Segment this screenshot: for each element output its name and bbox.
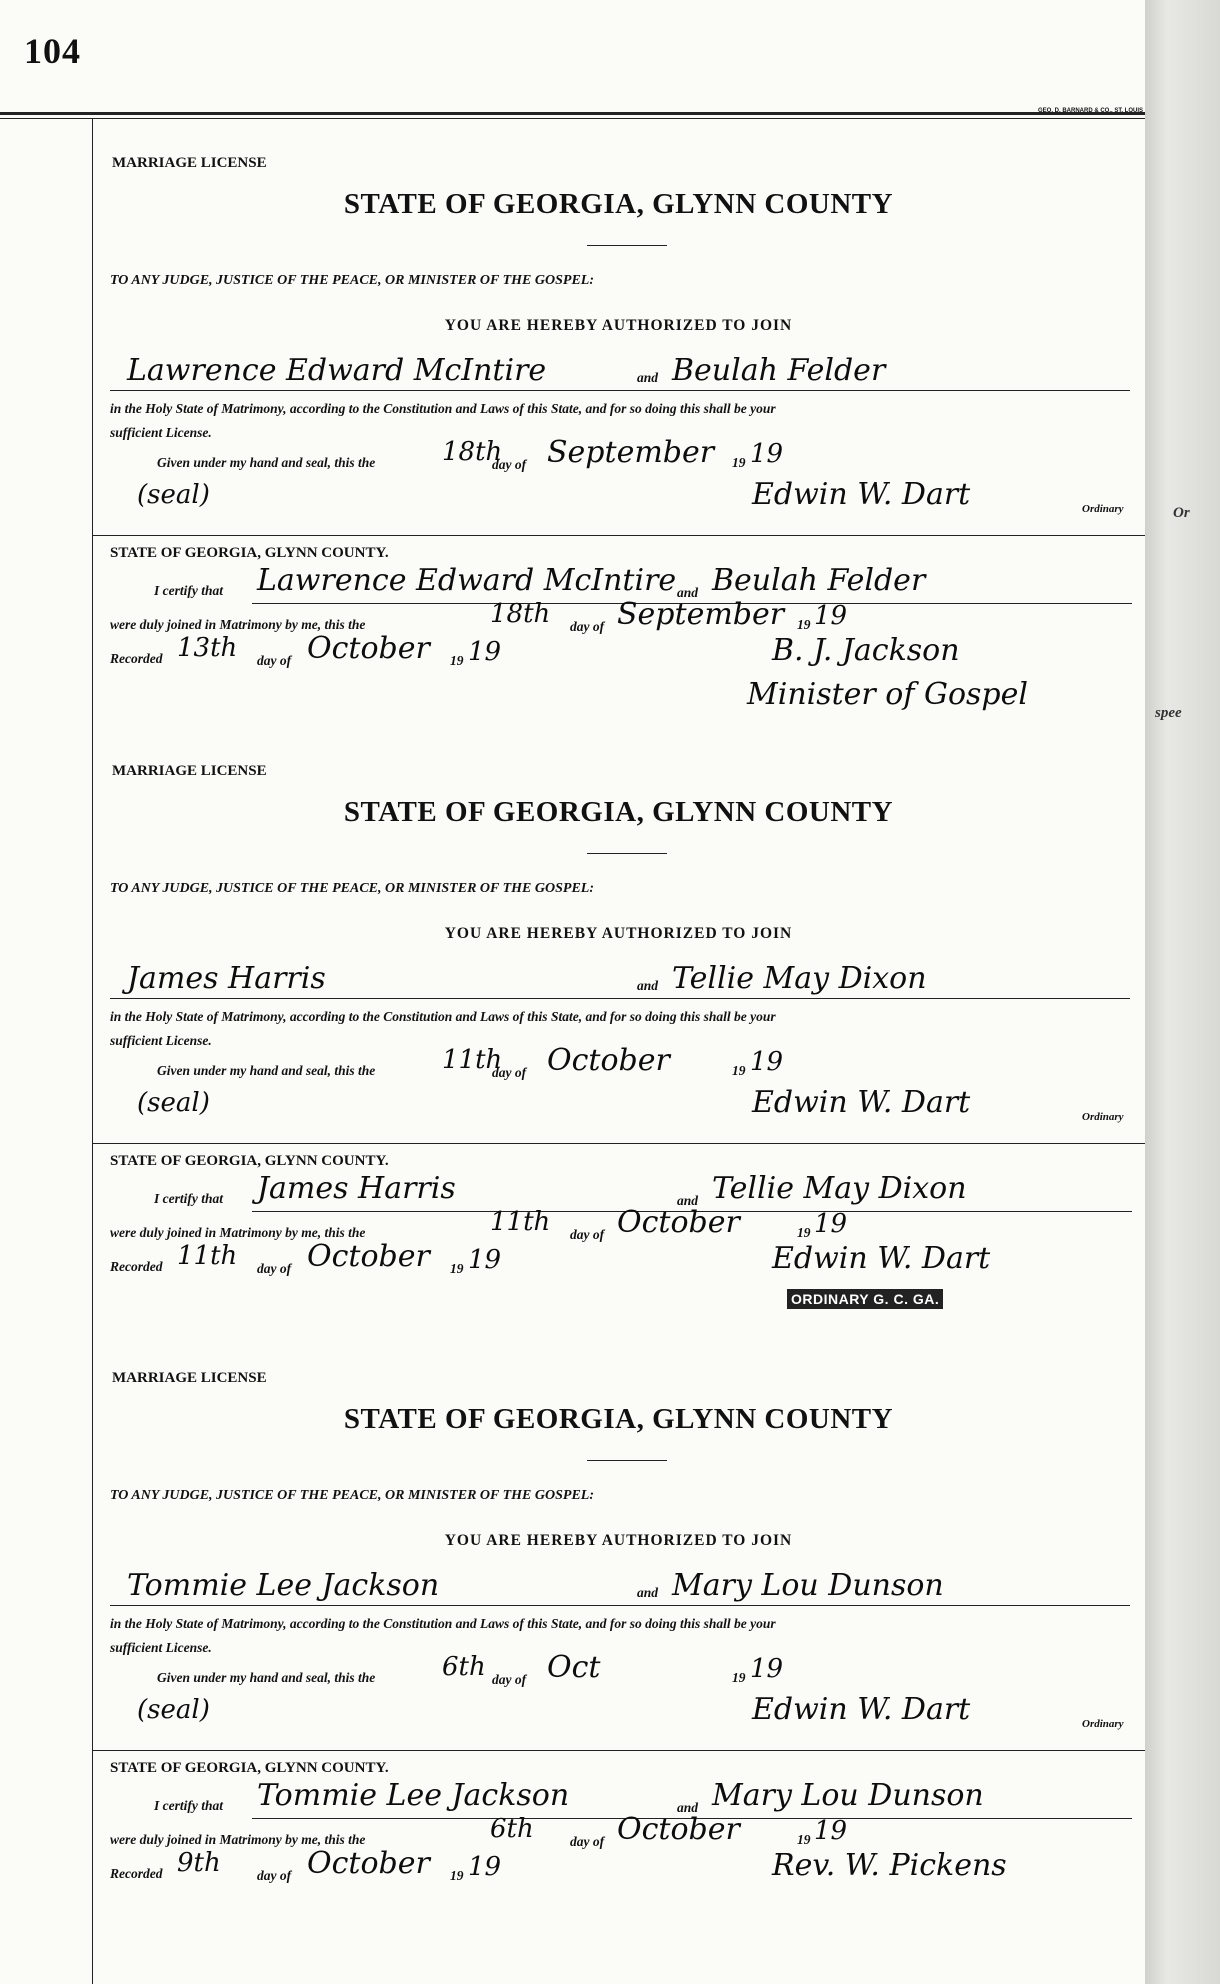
recorded-year-suffix: 19 bbox=[468, 637, 502, 667]
record-heading: STATE OF GEORGIA, GLYNN COUNTY bbox=[343, 188, 894, 220]
seal-mark: (seal) bbox=[137, 1695, 210, 1725]
authorized-line: YOU ARE HEREBY AUTHORIZED TO JOIN bbox=[444, 317, 793, 334]
given-text: Given under my hand and seal, this the bbox=[157, 1670, 376, 1685]
recorded-day-of-label: day of bbox=[257, 1868, 292, 1883]
recorded-year-prefix: 19 bbox=[450, 653, 464, 668]
heading-rule bbox=[587, 1460, 667, 1461]
section-rule bbox=[92, 1750, 1145, 1751]
married-month: October bbox=[617, 1205, 740, 1240]
certify-text: I certify that bbox=[154, 583, 223, 598]
seal-mark: (seal) bbox=[137, 480, 210, 510]
top-rule bbox=[0, 112, 1145, 115]
license-year-suffix: 19 bbox=[750, 1047, 784, 1077]
issuer-signature: Edwin W. Dart bbox=[752, 477, 971, 512]
day-of-label: day of bbox=[492, 1065, 527, 1080]
recorded-day-of-label: day of bbox=[257, 1261, 292, 1276]
names-underline bbox=[110, 998, 1130, 999]
names-underline bbox=[110, 1605, 1130, 1606]
bride-name: Mary Lou Dunson bbox=[672, 1568, 944, 1603]
matrimony-text: in the Holy State of Matrimony, according to the Constitution and Laws of this State, and for so doing this shall be your bbox=[110, 1616, 776, 1631]
recorded-year-prefix: 19 bbox=[450, 1868, 464, 1883]
cert-groom-name: James Harris bbox=[257, 1171, 456, 1206]
record-heading: STATE OF GEORGIA, GLYNN COUNTY bbox=[343, 1403, 894, 1435]
section-rule bbox=[92, 1143, 1145, 1144]
and-label: and bbox=[637, 370, 659, 385]
cert-and-label: and bbox=[677, 585, 699, 600]
married-day-of-label: day of bbox=[570, 1834, 605, 1849]
license-year-suffix: 19 bbox=[750, 439, 784, 469]
addressee-line: TO ANY JUDGE, JUSTICE OF THE PEACE, OR MINISTER OF THE GOSPEL: bbox=[110, 1488, 594, 1503]
license-day: 11th bbox=[442, 1045, 503, 1075]
certify-text: I certify that bbox=[154, 1798, 223, 1813]
officiant-signature: B. J. Jackson bbox=[772, 633, 960, 668]
license-label: MARRIAGE LICENSE bbox=[112, 763, 267, 779]
recorded-text: Recorded bbox=[110, 1259, 163, 1274]
officiant-signature: Rev. W. Pickens bbox=[772, 1848, 1007, 1883]
heading-rule bbox=[587, 245, 667, 246]
authorized-line: YOU ARE HEREBY AUTHORIZED TO JOIN bbox=[444, 925, 793, 942]
cert-and-label: and bbox=[677, 1193, 699, 1208]
officiant-title: Minister of Gospel bbox=[747, 677, 1028, 712]
bride-name: Tellie May Dixon bbox=[672, 961, 927, 996]
license-year-prefix: 19 bbox=[732, 1670, 746, 1685]
ordinary-label: Ordinary bbox=[1082, 503, 1124, 515]
edge-fragment: Or bbox=[1173, 505, 1190, 521]
married-year-prefix: 19 bbox=[797, 1832, 811, 1847]
license-month: October bbox=[547, 1043, 670, 1078]
cert-heading: STATE OF GEORGIA, GLYNN COUNTY. bbox=[110, 1760, 389, 1776]
matrimony-text: in the Holy State of Matrimony, according to the Constitution and Laws of this State, and for so doing this shall be your bbox=[110, 1009, 776, 1024]
adjacent-page-edge bbox=[1145, 0, 1220, 1984]
authorized-line: YOU ARE HEREBY AUTHORIZED TO JOIN bbox=[444, 1532, 793, 1549]
recorded-month: October bbox=[307, 1846, 430, 1881]
license-day: 18th bbox=[442, 437, 503, 467]
addressee-line: TO ANY JUDGE, JUSTICE OF THE PEACE, OR MINISTER OF THE GOSPEL: bbox=[110, 273, 594, 288]
recorded-year-suffix: 19 bbox=[468, 1852, 502, 1882]
edge-fragment: spee bbox=[1155, 705, 1182, 721]
recorded-text: Recorded bbox=[110, 651, 163, 666]
recorded-day-of-label: day of bbox=[257, 653, 292, 668]
margin-rule bbox=[92, 118, 93, 1984]
joined-text: were duly joined in Matrimony by me, this the bbox=[110, 1225, 366, 1240]
record-heading: STATE OF GEORGIA, GLYNN COUNTY bbox=[343, 796, 894, 828]
license-month: September bbox=[547, 435, 715, 470]
names-underline bbox=[110, 390, 1130, 391]
married-month: September bbox=[617, 597, 785, 632]
married-year-suffix: 19 bbox=[814, 1209, 848, 1239]
groom-name: James Harris bbox=[127, 961, 326, 996]
cert-groom-name: Tommie Lee Jackson bbox=[257, 1778, 570, 1813]
sufficient-text: sufficient License. bbox=[110, 1640, 212, 1655]
recorded-text: Recorded bbox=[110, 1866, 163, 1881]
license-month: Oct bbox=[547, 1650, 601, 1685]
joined-text: were duly joined in Matrimony by me, this the bbox=[110, 1832, 366, 1847]
bride-name: Beulah Felder bbox=[672, 353, 886, 388]
given-text: Given under my hand and seal, this the bbox=[157, 455, 376, 470]
section-rule bbox=[92, 535, 1145, 536]
ordinary-label: Ordinary bbox=[1082, 1718, 1124, 1730]
cert-heading: STATE OF GEORGIA, GLYNN COUNTY. bbox=[110, 1153, 389, 1169]
married-year-prefix: 19 bbox=[797, 1225, 811, 1240]
cert-heading: STATE OF GEORGIA, GLYNN COUNTY. bbox=[110, 545, 389, 561]
married-year-prefix: 19 bbox=[797, 617, 811, 632]
cert-and-label: and bbox=[677, 1800, 699, 1815]
recorded-year-prefix: 19 bbox=[450, 1261, 464, 1276]
officiant-signature: Edwin W. Dart bbox=[772, 1241, 991, 1276]
recorded-year-suffix: 19 bbox=[468, 1245, 502, 1275]
cert-bride-name: Tellie May Dixon bbox=[712, 1171, 967, 1206]
day-of-label: day of bbox=[492, 457, 527, 472]
issuer-signature: Edwin W. Dart bbox=[752, 1692, 971, 1727]
addressee-line: TO ANY JUDGE, JUSTICE OF THE PEACE, OR MINISTER OF THE GOSPEL: bbox=[110, 881, 594, 896]
issuer-signature: Edwin W. Dart bbox=[752, 1085, 971, 1120]
heading-rule bbox=[587, 853, 667, 854]
ordinary-label: Ordinary bbox=[1082, 1111, 1124, 1123]
page-number: 104 bbox=[24, 31, 81, 71]
recorded-month: October bbox=[307, 631, 430, 666]
recorded-day: 11th bbox=[177, 1241, 238, 1271]
license-label: MARRIAGE LICENSE bbox=[112, 155, 267, 171]
groom-name: Tommie Lee Jackson bbox=[127, 1568, 440, 1603]
license-year-prefix: 19 bbox=[732, 1063, 746, 1078]
recorded-day: 9th bbox=[177, 1848, 221, 1878]
married-day: 6th bbox=[490, 1814, 534, 1844]
recorded-day: 13th bbox=[177, 633, 238, 663]
license-year-suffix: 19 bbox=[750, 1654, 784, 1684]
license-label: MARRIAGE LICENSE bbox=[112, 1370, 267, 1386]
seal-mark: (seal) bbox=[137, 1088, 210, 1118]
given-text: Given under my hand and seal, this the bbox=[157, 1063, 376, 1078]
married-day-of-label: day of bbox=[570, 619, 605, 634]
joined-text: were duly joined in Matrimony by me, this the bbox=[110, 617, 366, 632]
license-day: 6th bbox=[442, 1652, 486, 1682]
recorded-month: October bbox=[307, 1239, 430, 1274]
day-of-label: day of bbox=[492, 1672, 527, 1687]
top-rule-thin bbox=[0, 118, 1145, 119]
sufficient-text: sufficient License. bbox=[110, 1033, 212, 1048]
married-day-of-label: day of bbox=[570, 1227, 605, 1242]
cert-bride-name: Beulah Felder bbox=[712, 563, 926, 598]
groom-name: Lawrence Edward McIntire bbox=[127, 353, 547, 388]
and-label: and bbox=[637, 1585, 659, 1600]
sufficient-text: sufficient License. bbox=[110, 425, 212, 440]
married-year-suffix: 19 bbox=[814, 1816, 848, 1846]
married-day: 18th bbox=[490, 599, 551, 629]
and-label: and bbox=[637, 978, 659, 993]
cert-groom-name: Lawrence Edward McIntire bbox=[257, 563, 677, 598]
certify-text: I certify that bbox=[154, 1191, 223, 1206]
license-year-prefix: 19 bbox=[732, 455, 746, 470]
publisher-imprint: GEO. D. BARNARD & CO., ST. LOUIS bbox=[1038, 108, 1144, 114]
ordinary-stamp: ORDINARY G. C. GA. bbox=[787, 1289, 943, 1309]
married-year-suffix: 19 bbox=[814, 601, 848, 631]
married-day: 11th bbox=[490, 1207, 551, 1237]
married-month: October bbox=[617, 1812, 740, 1847]
cert-bride-name: Mary Lou Dunson bbox=[712, 1778, 984, 1813]
matrimony-text: in the Holy State of Matrimony, according to the Constitution and Laws of this State, and for so doing this shall be your bbox=[110, 401, 776, 416]
